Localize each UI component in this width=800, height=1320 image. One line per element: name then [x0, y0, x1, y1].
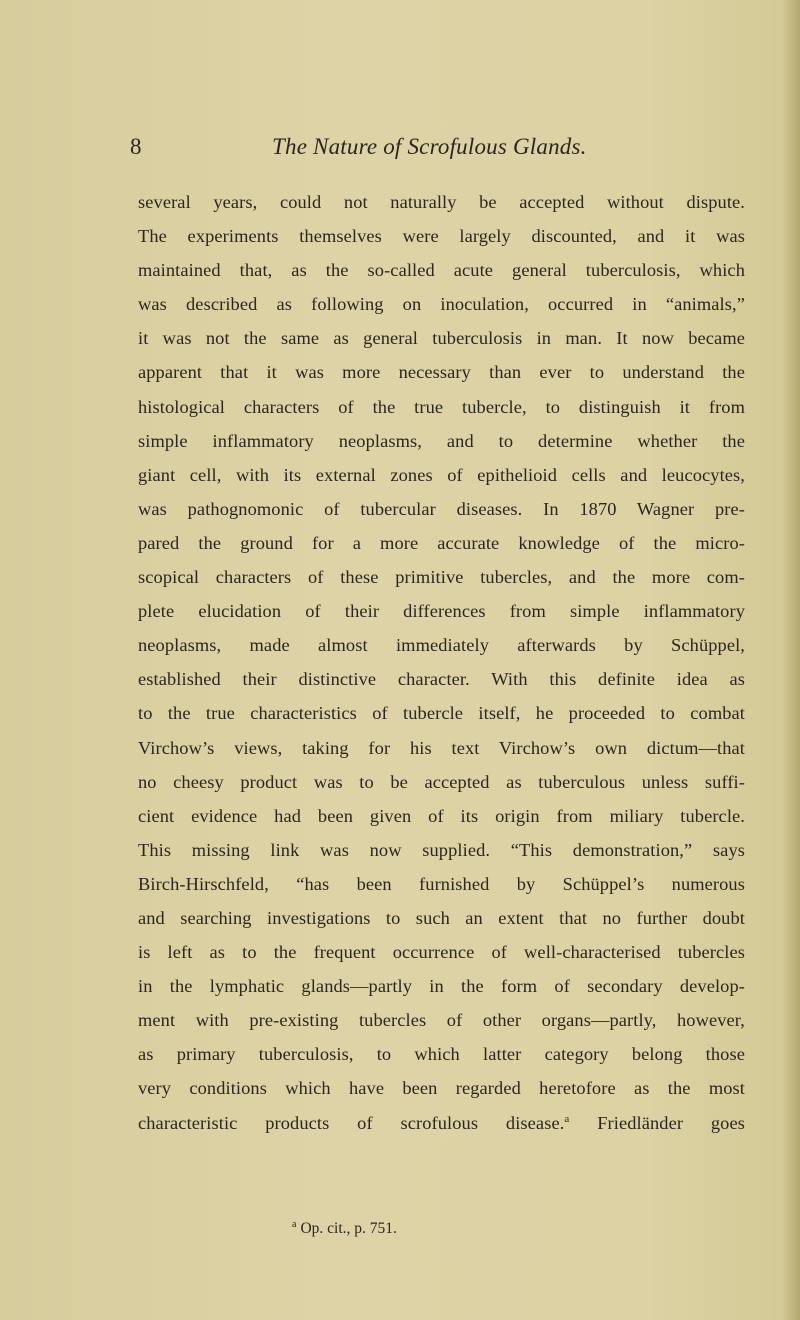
- text-line-last: [138, 1106, 745, 1140]
- text-line: pared the ground for a more accurate knowledge of the micro-: [138, 532, 745, 553]
- text-line: ment with pre-existing tubercles of other organs—partly, however,: [138, 1010, 745, 1031]
- text-line: as primary tuberculosis, to which latter category belong those: [138, 1044, 745, 1065]
- text-line: established their distinctive character. With this definite idea as: [138, 669, 745, 690]
- text-line: maintained that, as the so-called acute general tuberculosis, which: [138, 260, 745, 281]
- text-line: it was not the same as general tuberculosis in man. It now became: [138, 328, 745, 349]
- last-line-start: characteristic products of scrofulous disease.: [138, 1112, 565, 1133]
- text-line: no cheesy product was to be accepted as tuberculous unless suffi-: [138, 771, 745, 792]
- text-line: cient evidence had been given of its origin from miliary tubercle.: [138, 805, 745, 826]
- text-line: histological characters of the true tubercle, to distinguish it from: [138, 396, 745, 417]
- page-number: 8: [130, 134, 142, 159]
- text-line: is left as to the frequent occurrence of well-characterised tubercles: [138, 942, 745, 963]
- footnote-text: Op. cit., p. 751.: [300, 1220, 397, 1238]
- text-line: very conditions which have been regarded heretofore as the most: [138, 1078, 745, 1099]
- body-text: [138, 185, 745, 1140]
- text-line: plete elucidation of their differences from simple inflammatory: [138, 601, 745, 622]
- text-line: and searching investigations to such an extent that no further doubt: [138, 907, 745, 928]
- text-line: Virchow’s views, taking for his text Virchow’s own dictum—that: [138, 737, 745, 758]
- text-line: was pathognomonic of tubercular diseases. In 1870 Wagner pre-: [138, 498, 745, 519]
- text-line: was described as following on inoculation, occurred in “animals,”: [138, 294, 745, 315]
- last-line-end: Friedländer goes: [569, 1112, 745, 1133]
- text-line: The experiments themselves were largely discounted, and it was: [138, 226, 745, 247]
- text-line: scopical characters of these primitive tubercles, and the more com-: [138, 567, 745, 588]
- text-line: in the lymphatic glands—partly in the form of secondary develop-: [138, 976, 745, 997]
- text-line: Birch-Hirschfeld, “has been furnished by Schüppel’s numerous: [138, 873, 745, 894]
- running-title: The Nature of Scrofulous Glands.: [272, 134, 587, 159]
- footnote-marker: a: [292, 1219, 297, 1230]
- footnote-reference[interactable]: a: [564, 1112, 570, 1125]
- text-line: giant cell, with its external zones of epithelioid cells and leucocytes,: [138, 464, 745, 485]
- text-line: apparent that it was more necessary than ever to understand the: [138, 362, 745, 383]
- text-line: This missing link was now supplied. “This demonstration,” says: [138, 839, 745, 860]
- text-line: neoplasms, made almost immediately afterwards by Schüppel,: [138, 635, 745, 656]
- footnote: [292, 1214, 397, 1240]
- running-head: [130, 130, 750, 170]
- text-line: several years, could not naturally be accepted without dispute.: [138, 192, 745, 212]
- text-line: to the true characteristics of tubercle itself, he proceeded to combat: [138, 703, 745, 724]
- text-line: simple inflammatory neoplasms, and to determine whether the: [138, 430, 745, 451]
